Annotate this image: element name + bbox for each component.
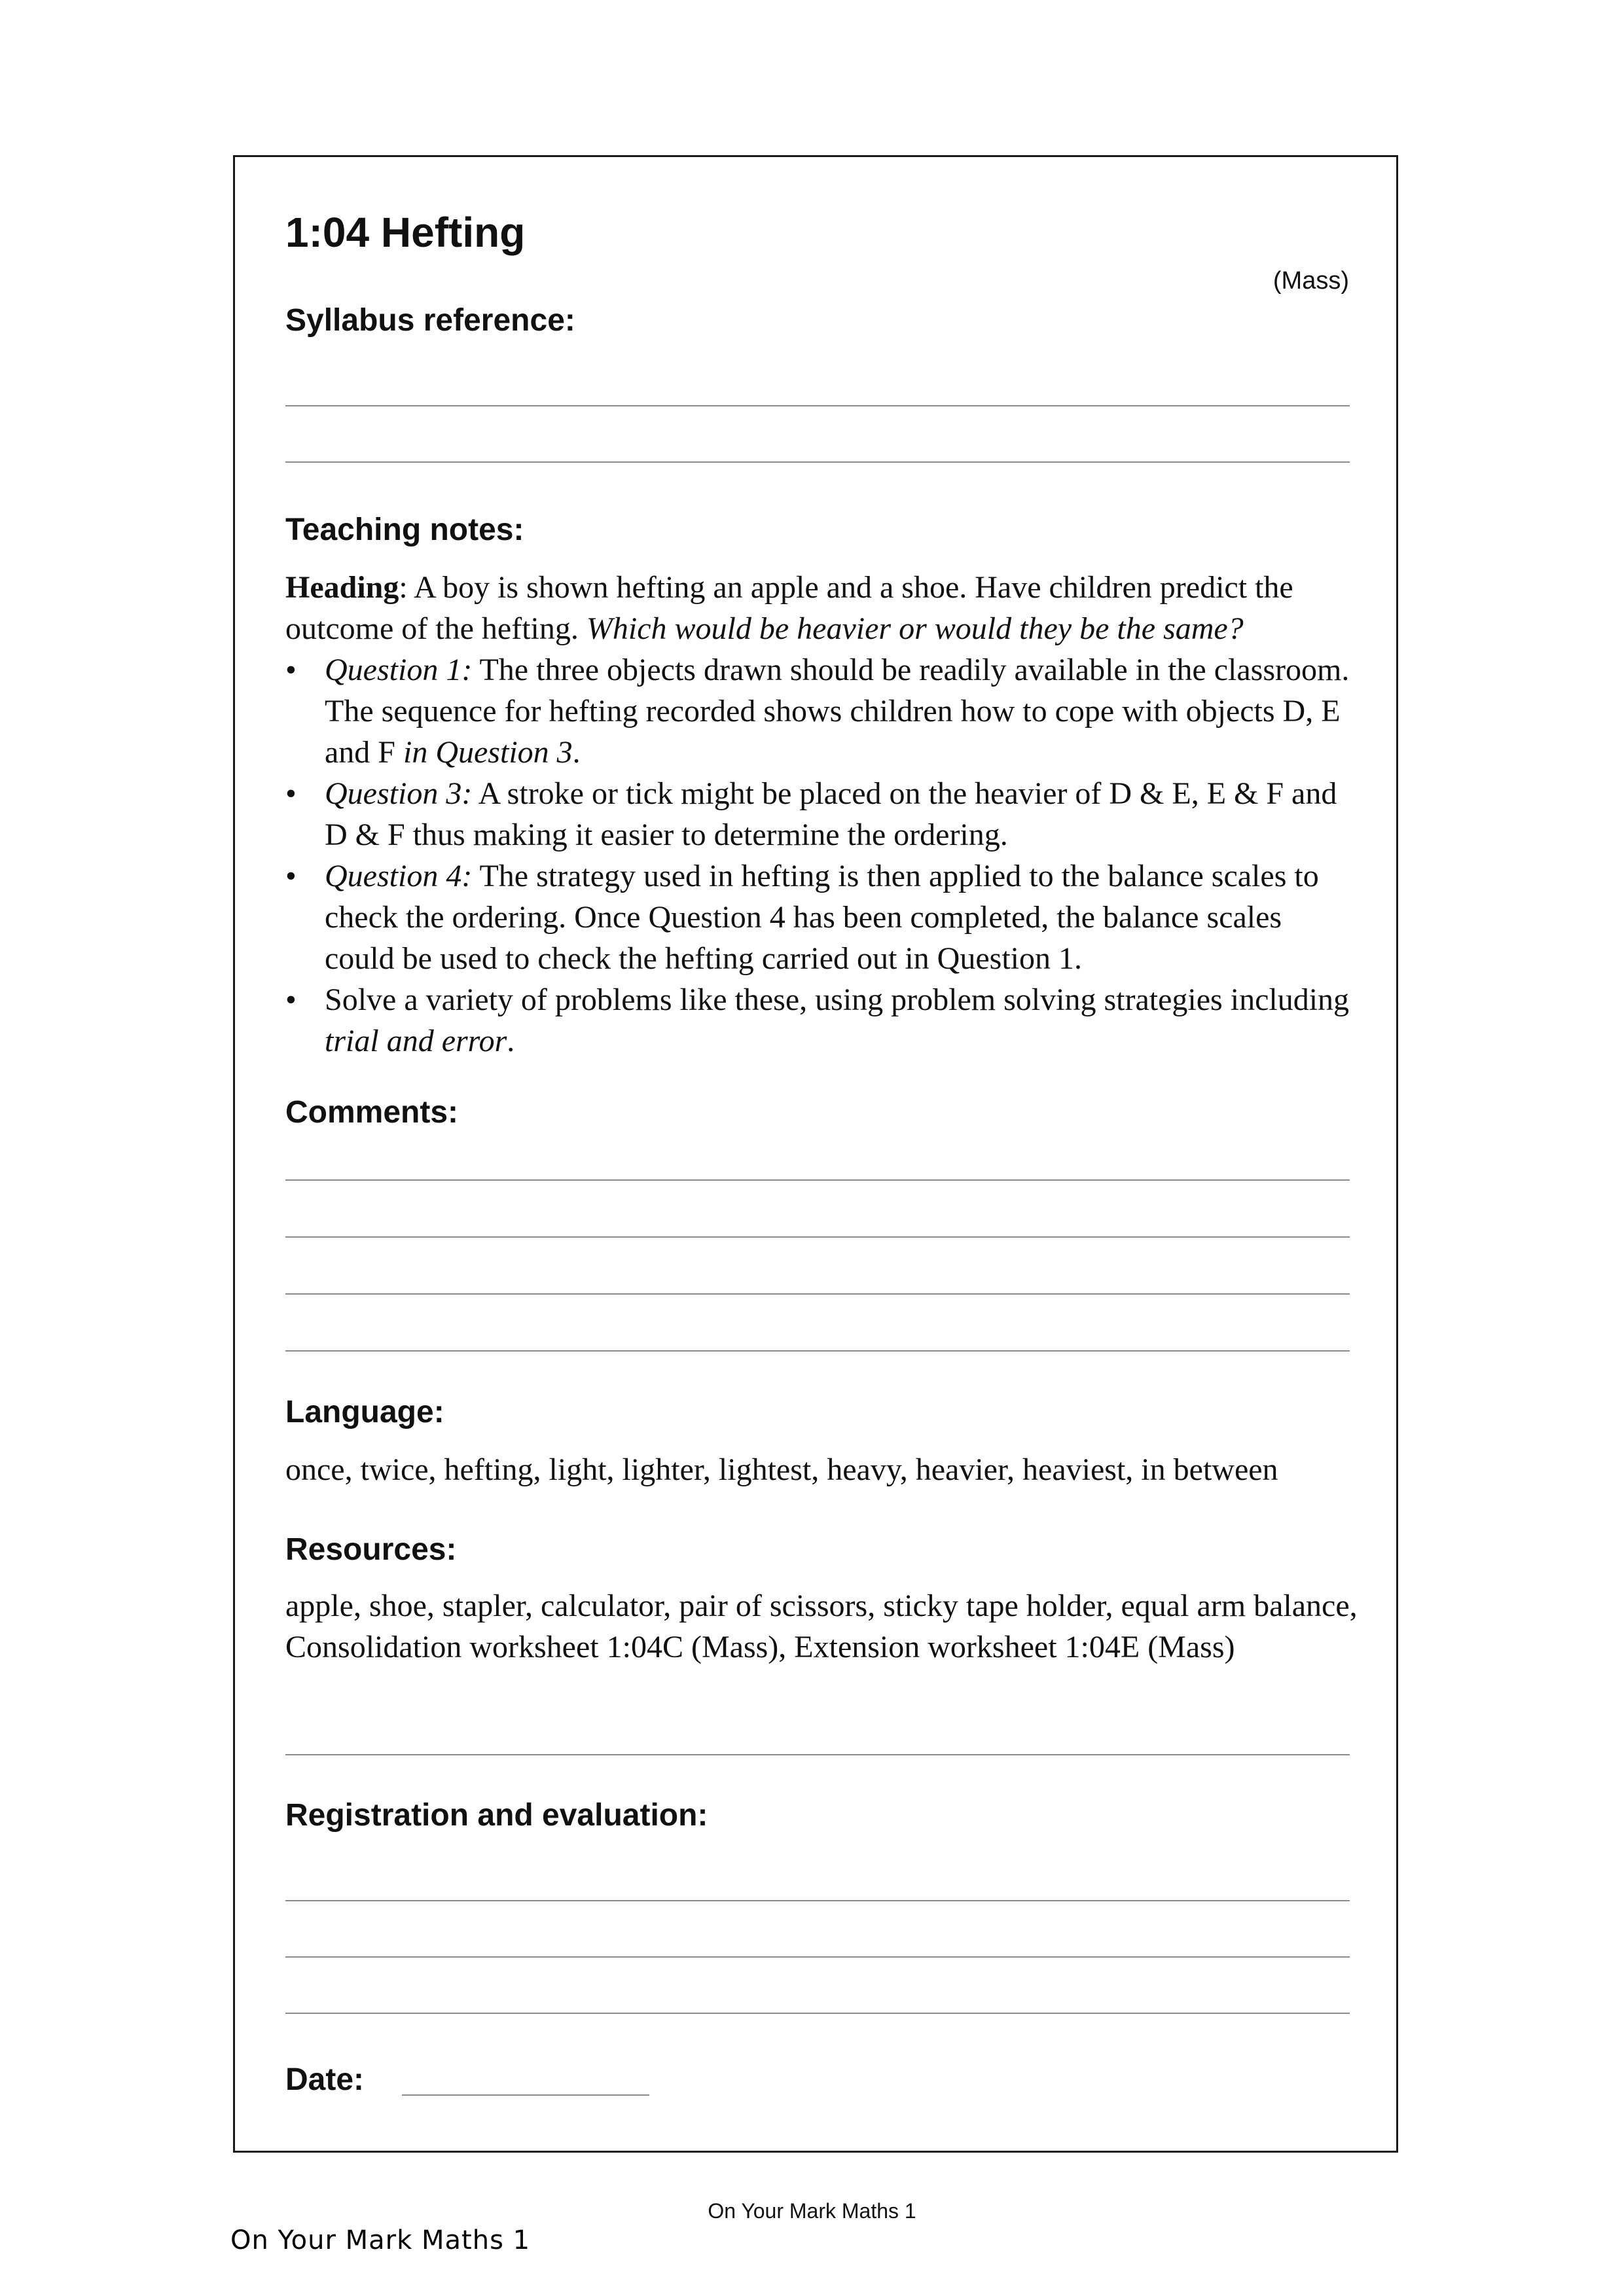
resources-text: apple, shoe, stapler, calculator, pair of scissors, sticky tape holder, equal arm balance, Consolidation worksheet 1:04C (Mass), Extension worksheet 1:04E (Mass) — [285, 1588, 1358, 1664]
q4-label: Question 4: — [325, 859, 473, 893]
resources-line — [285, 1754, 1350, 1755]
resources-heading: Resources: — [285, 1532, 457, 1567]
footer-left: On Your Mark Maths 1 — [230, 2225, 531, 2255]
syllabus-line-2 — [285, 461, 1350, 463]
page-title: 1:04 Hefting — [285, 209, 526, 256]
intro-label: Heading — [285, 570, 399, 605]
comments-line-1 — [285, 1179, 1350, 1181]
registration-line-3 — [285, 2013, 1350, 2014]
topic-label: (Mass) — [1272, 267, 1349, 295]
language-heading: Language: — [285, 1395, 444, 1429]
registration-heading: Registration and evaluation: — [285, 1798, 708, 1833]
b4-end: . — [507, 1024, 515, 1058]
syllabus-line-1 — [285, 405, 1350, 406]
q3-text: A stroke or tick might be placed on the heavier of D & E, E & F and D & F thus making it easier to determine the ordering. — [325, 776, 1337, 852]
teaching-bullets — [285, 649, 1359, 1062]
registration-line-2 — [285, 1956, 1350, 1958]
q1-text: The three objects drawn should be readily available in the classroom. The sequence for hefting recorded shows children how to cope with objects D, E and F — [325, 653, 1350, 770]
date-line — [402, 2094, 649, 2096]
teaching-heading: Teaching notes: — [285, 512, 524, 547]
bullet-question-3 — [285, 773, 1359, 855]
comments-line-4 — [285, 1350, 1350, 1352]
q3-label: Question 3: — [325, 776, 473, 811]
comments-heading: Comments: — [285, 1095, 459, 1130]
footer-center: On Your Mark Maths 1 — [708, 2199, 916, 2223]
q4-text: The strategy used in hefting is then applied to the balance scales to check the ordering. Once Question 4 has been completed, the balance scales could be used to check the hefting carried out in Question 1. — [325, 859, 1319, 976]
b4-em: trial and error — [325, 1024, 507, 1058]
b4-text: Solve a variety of problems like these, using problem solving strategies including — [325, 982, 1350, 1017]
comments-line-3 — [285, 1293, 1350, 1295]
q1-end: . — [572, 735, 581, 770]
q1-ref: in Question 3 — [403, 735, 573, 770]
teaching-intro — [285, 567, 1359, 649]
page-frame — [233, 155, 1398, 2153]
bullet-problems — [285, 979, 1359, 1062]
q1-label: Question 1: — [325, 653, 473, 687]
intro-question: Which would be heavier or would they be the same? — [586, 611, 1244, 646]
teaching-notes — [285, 567, 1359, 1062]
language-text: once, twice, hefting, light, lighter, lightest, heavy, heavier, heaviest, in between — [285, 1452, 1278, 1487]
registration-line-1 — [285, 1900, 1350, 1901]
syllabus-heading: Syllabus reference: — [285, 303, 575, 338]
comments-line-2 — [285, 1236, 1350, 1238]
bullet-question-1 — [285, 649, 1359, 773]
date-heading: Date: — [285, 2062, 365, 2097]
bullet-question-4 — [285, 855, 1359, 979]
intro-text: : A boy is shown hefting an apple and a shoe. Have children predict the outcome of the hefting. — [285, 570, 1293, 646]
